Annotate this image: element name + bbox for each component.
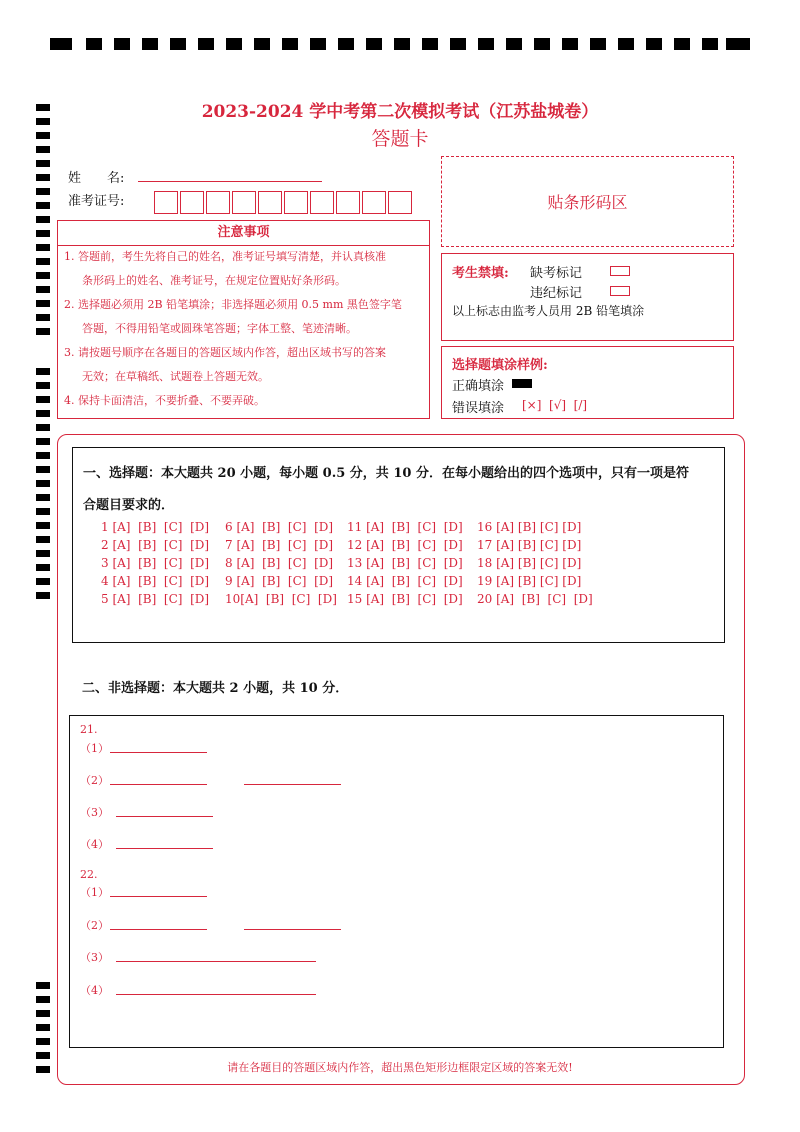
notice-line: 条形码上的姓名、准考证号，在规定位置贴好条形码。 <box>82 274 346 287</box>
q21-sub3-label: （3） <box>80 806 109 819</box>
fill-example-title: 选择题填涂样例: <box>452 358 548 373</box>
q21-sub4-label: （4） <box>80 838 109 851</box>
correct-fill-sample <box>512 379 532 388</box>
page-subtitle: 答题卡 <box>371 128 429 150</box>
mc-q20[interactable]: 20 [A] [B] [C] [D] <box>477 592 593 606</box>
mc-q19[interactable]: 19 [A] [B] [C] [D] <box>477 574 582 588</box>
mc-q14[interactable]: 14 [A] [B] [C] [D] <box>347 574 463 588</box>
q21-sub2-line-b[interactable] <box>244 784 341 785</box>
q22-label: 22. <box>80 868 98 881</box>
mc-q13[interactable]: 13 [A] [B] [C] [D] <box>347 556 463 570</box>
mc-q6[interactable]: 6 [A] [B] [C] [D] <box>225 520 334 534</box>
q22-sub4-label: （4） <box>80 984 109 997</box>
fill-example-box <box>441 346 734 419</box>
q22-sub1-line[interactable] <box>110 896 207 897</box>
notice-line: 2. 选择题必须用 2B 铅笔填涂；非选择题必须用 0.5 mm 黑色签字笔 <box>64 298 402 311</box>
barcode-label: 贴条形码区 <box>547 193 628 212</box>
q21-sub2-label: （2） <box>80 774 109 787</box>
name-field[interactable] <box>138 181 322 182</box>
notice-line: 1. 答题前，考生先将自己的姓名，准考证号填写清楚，并认真核准 <box>64 250 386 263</box>
notice-line: 答题，不得用铅笔或圆珠笔答题；字体工整、笔迹清晰。 <box>82 322 357 335</box>
q22-sub2-line-a[interactable] <box>110 929 207 930</box>
section1-box <box>72 447 725 643</box>
section1-instruction-cont: 合题目要求的． <box>83 498 175 513</box>
correct-fill-label: 正确填涂 <box>452 379 505 394</box>
notice-line: 4. 保持卡面清洁，不要折叠、不要弄破。 <box>64 394 265 407</box>
section2-box <box>69 715 724 1048</box>
page-title: 2023-2024 学中考第二次模拟考试（江苏盐城卷） <box>201 102 599 122</box>
absent-label: 缺考标记 <box>530 266 583 281</box>
q22-sub3-label: （3） <box>80 951 109 964</box>
mc-q5[interactable]: 5 [A] [B] [C] [D] <box>101 592 210 606</box>
forbidden-box <box>441 253 734 341</box>
q21-sub3-line[interactable] <box>116 816 213 817</box>
section2-title: 二、非选择题：本大题共 2 小题，共 10 分． <box>82 681 349 696</box>
notice-box <box>57 220 430 419</box>
mc-q9[interactable]: 9 [A] [B] [C] [D] <box>225 574 334 588</box>
barcode-area <box>441 156 734 247</box>
wrong-fill-samples: [×] [√] [/] <box>522 398 588 412</box>
name-label: 姓 名: <box>68 171 125 186</box>
violation-mark-box[interactable] <box>610 286 630 296</box>
mc-q11[interactable]: 11 [A] [B] [C] [D] <box>347 520 463 534</box>
wrong-fill-label: 错误填涂 <box>452 401 505 416</box>
absent-mark-box[interactable] <box>610 266 630 276</box>
q21-sub2-line-a[interactable] <box>110 784 207 785</box>
mc-q7[interactable]: 7 [A] [B] [C] [D] <box>225 538 334 552</box>
forbidden-note: 以上标志由监考人员用 2B 铅笔填涂 <box>452 304 645 318</box>
violation-label: 违纪标记 <box>530 286 583 301</box>
q21-sub1-label: （1） <box>80 742 109 755</box>
mc-q18[interactable]: 18 [A] [B] [C] [D] <box>477 556 582 570</box>
mc-q4[interactable]: 4 [A] [B] [C] [D] <box>101 574 210 588</box>
notice-line: 3. 请按题号顺序在各题目的答题区域内作答，超出区域书写的答案 <box>64 346 386 359</box>
mc-q10[interactable]: 10[A] [B] [C] [D] <box>225 592 337 606</box>
notice-line: 无效；在草稿纸、试题卷上答题无效。 <box>82 370 269 383</box>
mc-q2[interactable]: 2 [A] [B] [C] [D] <box>101 538 210 552</box>
mc-q8[interactable]: 8 [A] [B] [C] [D] <box>225 556 334 570</box>
q21-sub4-line[interactable] <box>116 848 213 849</box>
q21-label: 21. <box>80 723 98 736</box>
q22-sub4-line[interactable] <box>116 994 316 995</box>
mc-q15[interactable]: 15 [A] [B] [C] [D] <box>347 592 463 606</box>
id-label: 准考证号: <box>68 194 125 209</box>
mc-q3[interactable]: 3 [A] [B] [C] [D] <box>101 556 210 570</box>
section1-instruction: 一、选择题：本大题共 20 小题，每小题 0.5 分，共 10 分．在每小题给出的四个选项中，只有一项是符 <box>83 466 689 481</box>
forbidden-label: 考生禁填: <box>452 266 509 281</box>
top-timing-marks <box>50 38 750 52</box>
q21-sub1-line[interactable] <box>110 752 207 753</box>
notice-title: 注意事项 <box>58 221 429 246</box>
footer-warning: 请在各题目的答题区域内作答，超出黑色矩形边框限定区域的答案无效! <box>227 1061 573 1074</box>
mc-q16[interactable]: 16 [A] [B] [C] [D] <box>477 520 582 534</box>
q22-sub2-line-b[interactable] <box>244 929 341 930</box>
q22-sub1-label: （1） <box>80 886 109 899</box>
mc-q17[interactable]: 17 [A] [B] [C] [D] <box>477 538 582 552</box>
q22-sub2-label: （2） <box>80 919 109 932</box>
q22-sub3-line[interactable] <box>116 961 316 962</box>
mc-q12[interactable]: 12 [A] [B] [C] [D] <box>347 538 463 552</box>
mc-q1[interactable]: 1 [A] [B] [C] [D] <box>101 520 210 534</box>
